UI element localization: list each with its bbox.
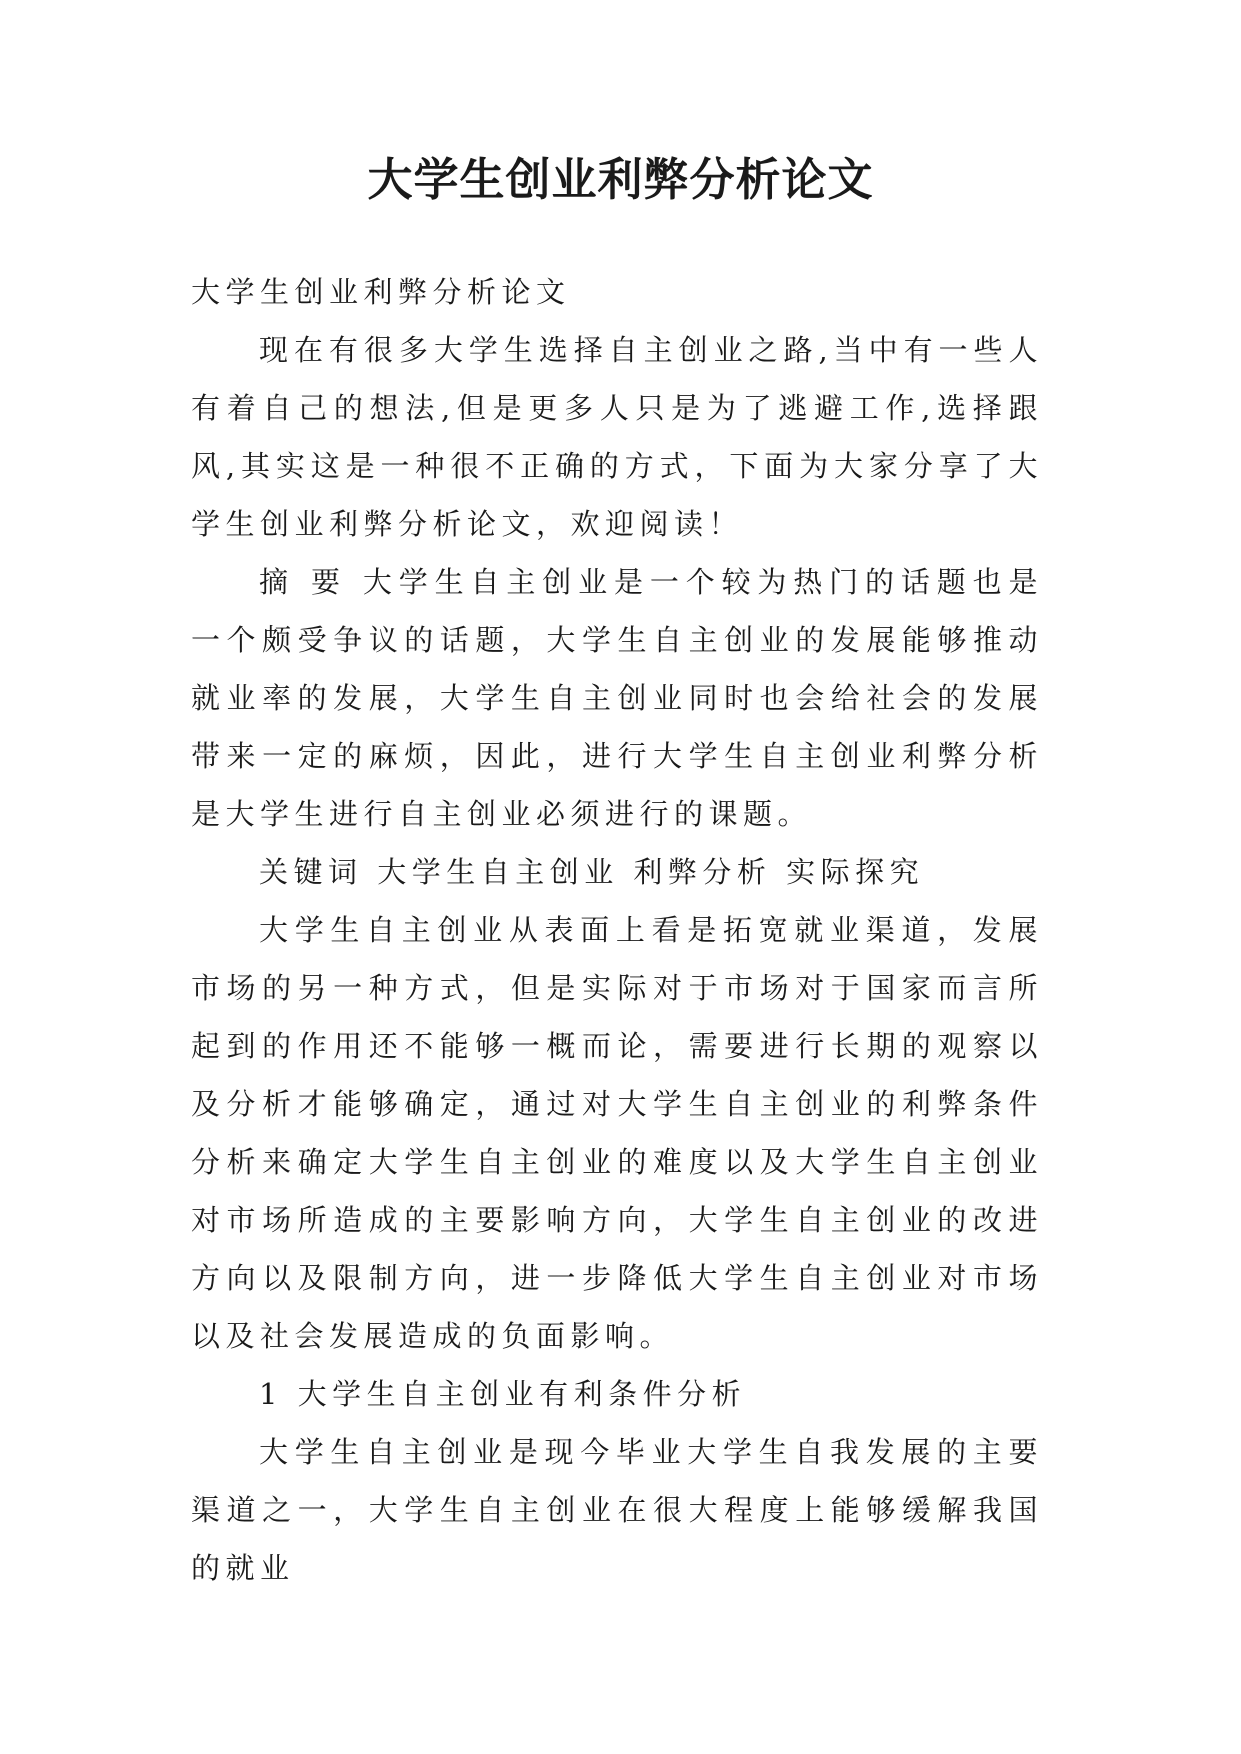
document-body [191,263,1043,1597]
keywords-paragraph: 关键词 大学生自主创业 利弊分析 实际探究 [259,855,925,889]
section-heading: 1 大学生自主创业有利条件分析 [259,1377,747,1411]
body-paragraph: 大学生自主创业从表面上看是拓宽就业渠道，发展市场的另一种方式，但是实际对于市场对于国家而言所起到的作用还不能够一概而论，需要进行长期的观察以及分析才能够确定，通过对大学生自主创业的利弊条件分析来确定大学生自主创业的难度以及大学生自主创业对市场所造成的主要影响方向，大学生自主创业的改进方向以及限制方向，进一步降低大学生自主创业对市场以及社会发展造成的负面影响。 [191,913,1043,1353]
subtitle-paragraph: 大学生创业利弊分析论文 [191,275,571,309]
body-paragraph: 大学生自主创业是现今毕业大学生自我发展的主要渠道之一，大学生自主创业在很大程度上能够缓解我国的就业 [191,1435,1043,1585]
document-title: 大学生创业利弊分析论文 [367,153,874,206]
abstract-paragraph: 摘 要 大学生自主创业是一个较为热门的话题也是一个颇受争议的话题，大学生自主创业的发展能够推动就业率的发展，大学生自主创业同时也会给社会的发展带来一定的麻烦，因此，进行大学生自主创业利弊分析是大学生进行自主创业必须进行的课题。 [191,565,1043,831]
intro-paragraph: 现在有很多大学生选择自主创业之路,当中有一些人有着自己的想法,但是更多人只是为了逃避工作,选择跟风,其实这是一种很不正确的方式，下面为大家分享了大学生创业利弊分析论文，欢迎阅读！ [191,333,1043,541]
